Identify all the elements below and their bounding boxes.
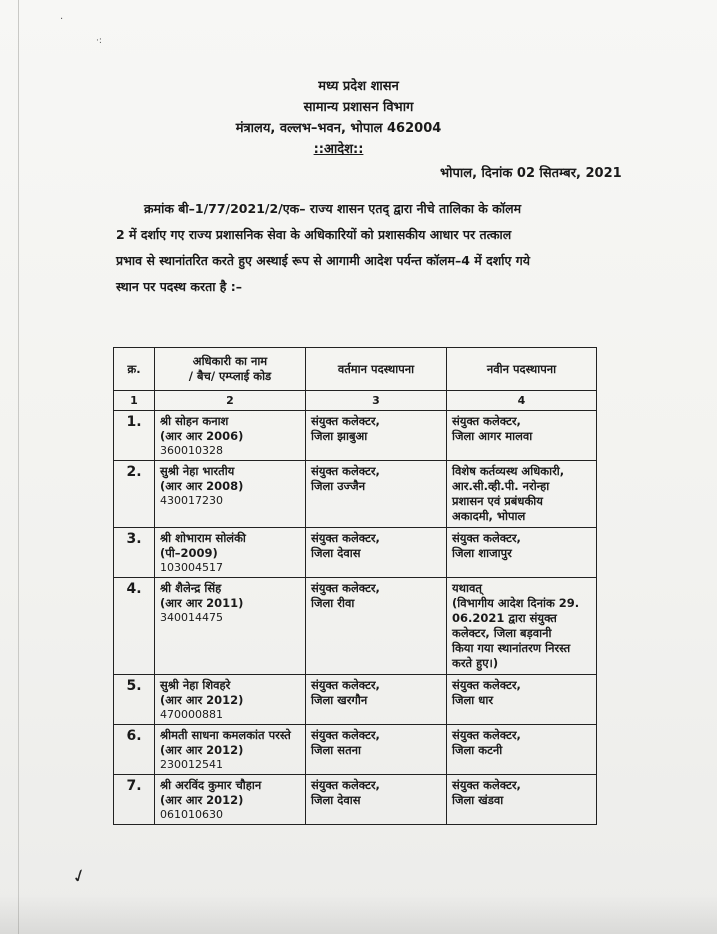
- current-post: संयुक्त कलेक्टर,: [311, 581, 380, 595]
- row-officer: [155, 411, 306, 461]
- row-sno: 6.: [114, 725, 155, 775]
- paragraph-line: प्रभाव से स्थानांतरित करते हुए अस्थाई रूप से आगामी आदेश पर्यन्त कॉलम–4 में दर्शाए गये: [116, 253, 531, 268]
- row-officer: [155, 528, 306, 578]
- row-sno: 7.: [114, 775, 155, 825]
- signature-mark-icon: ✓: [68, 864, 91, 889]
- current-post: संयुक्त कलेक्टर,: [311, 778, 380, 792]
- new-posting-line: प्रशासन एवं प्रबंधकीय: [452, 494, 543, 508]
- new-posting-line: अकादमी, भोपाल: [452, 509, 526, 523]
- paragraph-line: क्रमांक बी–1/77/2021/2/एक– राज्य शासन एतद् द्वारा नीचे तालिका के कॉलम: [144, 201, 522, 216]
- row-current-posting: [306, 578, 447, 675]
- scan-speck: ·:: [96, 36, 102, 46]
- new-posting-line: आर.सी.व्ही.पी. नरोन्हा: [452, 479, 550, 493]
- column-number: 3: [306, 391, 447, 411]
- officer-name: श्री शोभाराम सोलंकी: [160, 531, 246, 545]
- row-new-posting: [447, 675, 597, 725]
- new-posting-line: संयुक्त कलेक्टर,: [452, 531, 521, 545]
- current-district: जिला देवास: [311, 793, 361, 807]
- table-row: [114, 411, 597, 461]
- new-posting-line: संयुक्त कलेक्टर,: [452, 678, 521, 692]
- row-sno: 4.: [114, 578, 155, 675]
- row-officer: [155, 725, 306, 775]
- officer-code: 360010328: [160, 444, 223, 457]
- row-officer: [155, 578, 306, 675]
- current-post: संयुक्त कलेक्टर,: [311, 414, 380, 428]
- officer-name: सुश्री नेहा भारतीय: [160, 464, 235, 478]
- row-sno: 2.: [114, 461, 155, 528]
- officer-name: श्री अरविंद कुमार चौहान: [160, 778, 262, 792]
- row-new-posting: [447, 528, 597, 578]
- new-posting-line: संयुक्त कलेक्टर,: [452, 728, 521, 742]
- table-row: [114, 578, 597, 675]
- header-department: सामान्य प्रशासन विभाग: [303, 100, 414, 115]
- row-officer: [155, 775, 306, 825]
- current-district: जिला खरगौन: [311, 693, 368, 707]
- officer-batch: (आर आर 2011): [160, 596, 244, 610]
- officer-batch: (आर आर 2012): [160, 793, 244, 807]
- table-row: [114, 675, 597, 725]
- header-officer-line2: / बैच/ एम्प्लाई कोड: [188, 369, 272, 383]
- current-district: जिला उज्जैन: [311, 479, 366, 493]
- row-new-posting: [447, 411, 597, 461]
- officer-code: 430017230: [160, 494, 223, 507]
- new-posting-line: कलेक्टर, जिला बड़वानी: [452, 626, 552, 640]
- table-row: [114, 725, 597, 775]
- officer-batch: (पी–2009): [160, 546, 218, 560]
- new-posting-line: किया गया स्थानांतरण निरस्त: [452, 641, 571, 655]
- officer-batch: (आर आर 2008): [160, 479, 244, 493]
- officer-name: श्री शैलेन्द्र सिंह: [160, 581, 222, 595]
- row-new-posting: [447, 775, 597, 825]
- header-current-posting: वर्तमान पदस्थापना: [306, 348, 447, 391]
- column-number: 4: [447, 391, 597, 411]
- new-posting-line: 06.2021 द्वारा संयुक्त: [452, 611, 557, 625]
- current-post: संयुक्त कलेक्टर,: [311, 728, 380, 742]
- new-posting-line: (विभागीय आदेश दिनांक 29.: [452, 596, 580, 610]
- header-officer: [155, 348, 306, 391]
- scan-speck: ·: [60, 14, 64, 25]
- row-current-posting: [306, 775, 447, 825]
- officer-batch: (आर आर 2012): [160, 743, 244, 757]
- new-posting-line: करते हुए।): [452, 656, 499, 670]
- dateline: भोपाल, दिनांक 02 सितम्बर, 2021: [440, 166, 622, 181]
- row-current-posting: [306, 725, 447, 775]
- new-posting-line: विशेष कर्तव्यस्थ अधिकारी,: [452, 464, 565, 478]
- current-district: जिला रीवा: [311, 596, 355, 610]
- new-posting-line: जिला कटनी: [452, 743, 503, 757]
- header-order-title: ::आदेश::: [313, 142, 364, 157]
- current-district: जिला सतना: [311, 743, 361, 757]
- new-posting-line: जिला धार: [452, 693, 494, 707]
- order-paragraph: [116, 196, 612, 300]
- officer-code: 340014475: [160, 611, 223, 624]
- current-post: संयुक्त कलेक्टर,: [311, 531, 380, 545]
- officer-code: 230012541: [160, 758, 223, 771]
- current-post: संयुक्त कलेक्टर,: [311, 464, 380, 478]
- header-address: मंत्रालय, वल्लभ–भवन, भोपाल 462004: [235, 121, 442, 136]
- officer-name: श्रीमती साधना कमलकांत परस्ते: [160, 728, 291, 742]
- transfer-table: [113, 347, 597, 825]
- header-sno: क्र.: [114, 348, 155, 391]
- row-sno: 1.: [114, 411, 155, 461]
- new-posting-line: जिला आगर मालवा: [452, 429, 533, 443]
- row-officer: [155, 461, 306, 528]
- officer-code: 103004517: [160, 561, 223, 574]
- officer-name: सुश्री नेहा शिवहरे: [160, 678, 231, 692]
- current-district: जिला देवास: [311, 546, 361, 560]
- row-new-posting: [447, 461, 597, 528]
- row-new-posting: [447, 578, 597, 675]
- officer-code: 061010630: [160, 808, 223, 821]
- table-row: [114, 528, 597, 578]
- row-current-posting: [306, 528, 447, 578]
- header-officer-line1: अधिकारी का नाम: [192, 354, 268, 368]
- officer-code: 470000881: [160, 708, 223, 721]
- row-current-posting: [306, 675, 447, 725]
- row-current-posting: [306, 461, 447, 528]
- new-posting-line: जिला शाजापुर: [452, 546, 512, 560]
- scan-shadow: [0, 894, 717, 934]
- officer-batch: (आर आर 2006): [160, 429, 244, 443]
- column-number: 2: [155, 391, 306, 411]
- new-posting-line: संयुक्त कलेक्टर,: [452, 778, 521, 792]
- row-new-posting: [447, 725, 597, 775]
- current-district: जिला झाबुआ: [311, 429, 368, 443]
- table-row: [114, 461, 597, 528]
- officer-batch: (आर आर 2012): [160, 693, 244, 707]
- row-sno: 5.: [114, 675, 155, 725]
- current-post: संयुक्त कलेक्टर,: [311, 678, 380, 692]
- header-new-posting: नवीन पदस्थापना: [447, 348, 597, 391]
- table-row: [114, 775, 597, 825]
- row-officer: [155, 675, 306, 725]
- row-current-posting: [306, 411, 447, 461]
- paragraph-line: स्थान पर पदस्थ करता है :–: [116, 279, 243, 294]
- officer-name: श्री सोहन कनाश: [160, 414, 229, 428]
- table-header-row: [114, 348, 597, 391]
- paragraph-line: 2 में दर्शाए गए राज्य प्रशासनिक सेवा के अधिकारियों को प्रशासकीय आधार पर तत्काल: [116, 227, 512, 242]
- column-number: 1: [114, 391, 155, 411]
- new-posting-line: जिला खंडवा: [452, 793, 504, 807]
- new-posting-line: संयुक्त कलेक्टर,: [452, 414, 521, 428]
- header-government: मध्य प्रदेश शासन: [318, 79, 399, 94]
- row-sno: 3.: [114, 528, 155, 578]
- new-posting-line: यथावत्: [452, 581, 482, 595]
- column-number-row: [114, 391, 597, 411]
